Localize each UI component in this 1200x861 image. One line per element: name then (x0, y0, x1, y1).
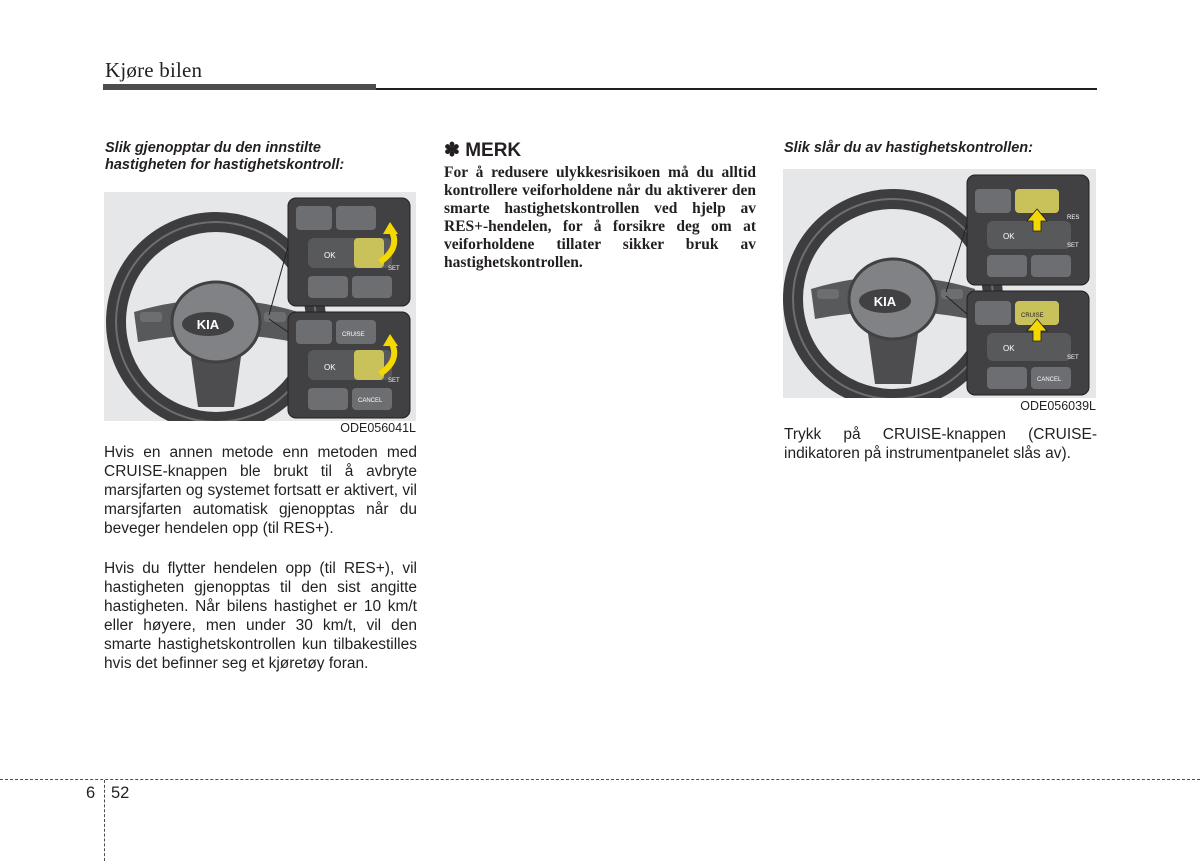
figure-cruise-button (783, 169, 1096, 398)
kia-logo: KIA (196, 317, 220, 332)
set-label-2: SET (388, 378, 400, 384)
chapter-number: 6 (86, 784, 96, 802)
ok-label-2: OK (324, 363, 336, 372)
left-paragraph-1: Hvis en annen metode enn metoden med CRUISE-knappen ble brukt til å avbryte marsjfarten og systemet fortsatt er aktivert, vil marsjfarten automatisk gjenopptas når du beveger hendelen opp (til RES+). (104, 444, 417, 537)
cancel-label-1: CANCEL (358, 398, 383, 404)
note-heading (444, 139, 521, 162)
left-paragraph-2: Hvis du flytter hendelen opp (til RES+), vil hastigheten gjenopptas til den sist angitte hastigheten. Når bilens hastighet er 10 km/t eller høyere, men under 30 km/t, vil den smarte hastighetskontrollen kun tilbakestilles hvis det befinner seg et kjøretøy foran. (104, 560, 417, 672)
header-rule-thick (103, 84, 376, 90)
figure-code-left: ODE056041L (340, 421, 416, 435)
cancel-label-2: CANCEL (1037, 377, 1062, 383)
set-label-3: SET (1067, 243, 1079, 249)
steering-wheel-illustration (104, 192, 416, 421)
cruise-label-2: CRUISE (1021, 313, 1044, 319)
kia-logo-2: KIA (873, 294, 897, 309)
ok-label-4: OK (1003, 344, 1015, 353)
footer-dashed-line (0, 779, 1200, 780)
figure-resume-lever (104, 192, 416, 421)
steering-wheel-illustration-2 (783, 169, 1096, 398)
note-text: For å redusere ulykkesrisikoen må du alltid kontrollere veiforholdene når du aktiverer den smarte hastighetskontrollen ved hjelp av RES+-hendelen, for å forsikre deg om at veiforholdene tillater sikker bruk av hastighetskontrollen. (444, 164, 756, 271)
right-paragraph: Trykk på CRUISE-knappen (CRUISE-indikatoren på instrumentpanelet slås av). (784, 426, 1097, 462)
page-number: 52 (111, 784, 130, 802)
set-label-4: SET (1067, 355, 1079, 361)
asterisk-icon: ✽ (444, 140, 460, 161)
figure-code-right: ODE056039L (1020, 399, 1096, 413)
header-rule-thin (376, 88, 1097, 90)
ok-label-1: OK (324, 251, 336, 260)
right-subheading: Slik slår du av hastighetskontrollen: (784, 140, 1033, 156)
res-label-1: RES (1067, 215, 1080, 221)
left-subheading: Slik gjenopptar du den innstilte hastigheten for hastighetskontroll: (105, 140, 345, 173)
footer-dashed-vline (104, 780, 105, 861)
cruise-label-1: CRUISE (342, 332, 365, 338)
set-label-1: SET (388, 266, 400, 272)
running-header: Kjøre bilen (105, 58, 203, 82)
ok-label-3: OK (1003, 232, 1015, 241)
note-title: MERK (465, 140, 522, 161)
